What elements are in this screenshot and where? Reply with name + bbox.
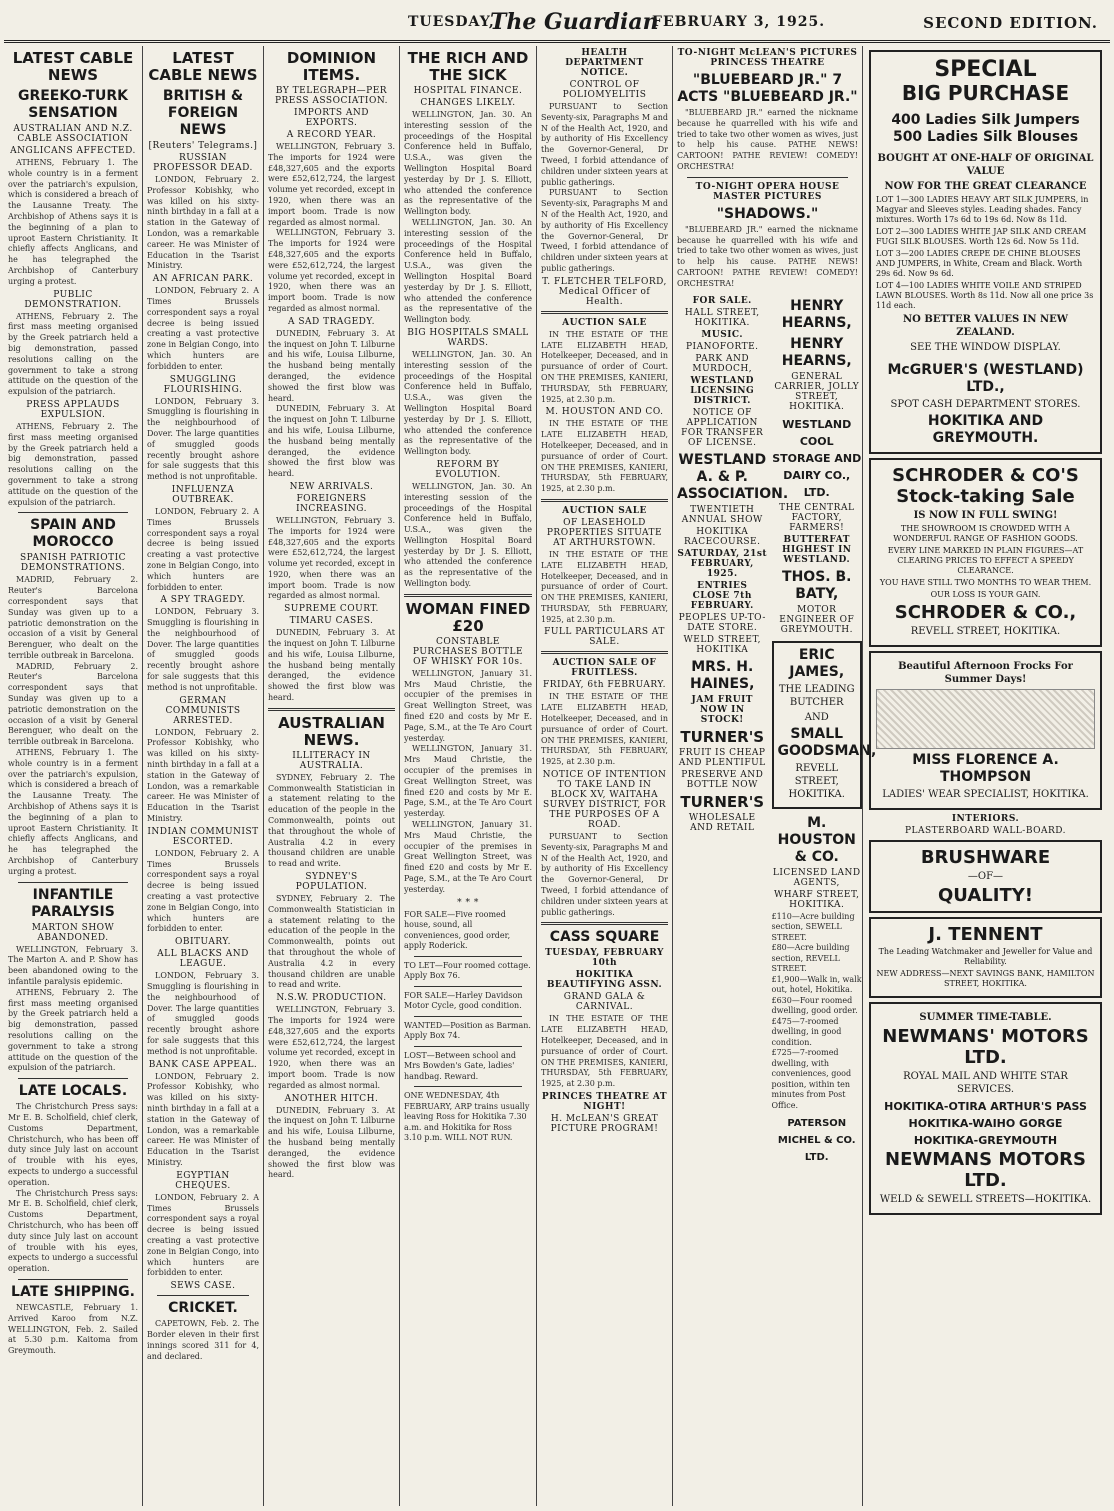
- subhead: BIG HOSPITALS SMALL WARDS.: [407, 327, 529, 348]
- article-text: SYDNEY, February 2. The Commonwealth Statistician in a statement relating to the education of the people in the Commonwealth, points out that throughout the whole of Australia 4.2 in every thousand children are unable to read and write.: [268, 772, 395, 869]
- subhead: PLASTERBOARD WALL-BOARD.: [904, 826, 1067, 836]
- property-listing: £475—7-roomed dwelling, in good condition.: [771, 1016, 842, 1047]
- headline: HENRY HEARNS,: [781, 335, 852, 369]
- notice-text: IN THE ESTATE OF THE LATE ELIZABETH HEAD, Hotelkeeper, Deceased, and in pursuance of order of Court. ON THE PREMISES, KANIERI, THURSDAY, 5th FEBRUARY, 1925, at 2.30 p.m.: [541, 329, 668, 404]
- subhead: INTERIORS.: [951, 814, 1020, 824]
- ad-line: REVELL STREET, HOKITIKA.: [910, 626, 1061, 637]
- classified-ad: FOR SALE—Harley Davidson Motor Cycle, good condition.: [404, 990, 523, 1011]
- article-text: ATHENS, February 1. The whole country is in a ferment over the patriarch's expulsion, which is considered a breach of the Lausanne Treaty. The Archbishop of Athens says it is the beginning of a plan to uproot Eastern Christianity. It chiefly affects Anglicans, and he has telegraphed the Archbishop of Canterbury urging a protest.: [8, 748, 138, 876]
- ad-headline: NEWMANS MOTORS LTD.: [885, 1149, 1086, 1191]
- subhead: H. McLEAN'S GREAT PICTURE PROGRAM!: [550, 1114, 659, 1135]
- notice-text: IN THE ESTATE OF THE LATE ELIZABETH HEAD, Hotelkeeper, Deceased, and in pursuance of order of Court. ON THE PREMISES, KANIERI, THURSDAY, 5th FEBRUARY, 1925, at 2.30 p.m.: [541, 692, 668, 767]
- newspaper-name: The Guardian: [490, 9, 659, 35]
- article-text: MADRID, February 2. Reuter's Barcelona correspondent says that Sunday was given up to a patriotic demonstration on the occasion of a visit by General Berenguer, who dealt on the terrible outbreak in Barcelona.: [8, 575, 138, 660]
- tennent-ad: [869, 917, 1102, 998]
- subhead: PRESERVE AND BOTTLE NOW: [681, 769, 764, 790]
- article-text: WELLINGTON, Jan. 30. An interesting session of the proceedings of the Hospital Conference held in Buffalo, U.S.A., was given the Wellington Hospital Board yesterday by Dr J. S. Elliott, who attended the conference as the representative of the Wellington body.: [404, 349, 532, 457]
- subhead: ANGLICANS AFFECTED.: [10, 146, 136, 156]
- ad-line: 500 Ladies Silk Blouses: [892, 129, 1079, 145]
- ad-line: YOU HAVE STILL TWO MONTHS TO WEAR THEM.: [879, 578, 1092, 587]
- ad-headline: BRUSHWARE: [920, 847, 1051, 868]
- ad-line: NO BETTER VALUES IN NEW ZEALAND.: [903, 314, 1068, 338]
- article-text: ATHENS, February 2. The first mass meeting organised by the Greek patriarch held a big demonstration, passed resolutions calling on the government to take a strong attitude on the question of the expulsion of the patriarch.: [8, 987, 138, 1073]
- theatre-header: TO-NIGHT OPERA HOUSE MASTER PICTURES: [695, 181, 840, 202]
- article-text: WELLINGTON, January 31. Mrs Maud Christie, the occupier of the premises in Great Wellington Street, was fined £20 and costs by Mr E. Page, S.M., at the Te Aro Court yesterday.: [404, 668, 532, 743]
- masthead: [0, 0, 1114, 40]
- subhead: SATURDAY, 21st FEBRUARY, 1925.: [677, 548, 768, 579]
- subhead: A SAD TRAGEDY.: [288, 316, 375, 327]
- property-listing: £110—Acre building section, SEWELL STREET.: [771, 911, 855, 942]
- ad-headline: MISS FLORENCE A. THOMPSON: [912, 752, 1059, 785]
- subhead: ANOTHER HITCH.: [284, 1093, 379, 1104]
- article-text: LONDON, February 3. Smuggling is flourishing in the neighbourhood of Dover. The large quantities of smuggled goods recently brought ashore for sale suggests that this method is not unprofitable.: [147, 607, 259, 692]
- headline: M. HOUSTON & CO.: [777, 814, 856, 865]
- ad-line: THE LEADING BUTCHER: [778, 683, 855, 708]
- schroder-ad: [869, 458, 1102, 647]
- property-listing: £725—7-roomed dwelling, with conveniences, good position, within ten minutes from Post Office.: [771, 1048, 852, 1110]
- subhead: OF LEASEHOLD PROPERTIES SITUATE AT ARTHURSTOWN.: [546, 517, 663, 548]
- article-text: LONDON, February 2. A Times Brussels correspondent says a royal decree is being issued creating a vast protective zone in Belgian Congo, into which hunters are forbidden to enter.: [147, 848, 259, 934]
- theatre-text: "BLUEBEARD JR." earned the nickname because he quarrelled with his wife and tried to take two other women as wives, just to help his cause. PATHE NEWS! CARTOON! PATHE REVIEW! COMEDY! ORCHESTRA!: [677, 224, 858, 288]
- article-text: CAPETOWN, Feb. 2. The Border eleven in their first innings scored 311 for 4, and declared.: [147, 1319, 259, 1361]
- subhead: SMUGGLING FLOURISHING.: [163, 374, 243, 395]
- subhead: AUSTRALIAN AND N.Z. CABLE ASSOCIATION: [13, 124, 133, 144]
- headline: HENRY HEARNS,: [781, 297, 852, 331]
- article-text: DUNEDIN, February 3. At the inquest on John T. Lilburne and his wife, Louisa Lilburne, the husband being mentally deranged, the evidence showed the first blow was heard.: [268, 628, 395, 703]
- subhead: FULL PARTICULARS AT SALE.: [544, 627, 665, 648]
- subhead: RUSSIAN PROFESSOR DEAD.: [153, 153, 253, 173]
- subhead: NEW ARRIVALS.: [289, 481, 374, 492]
- ad-line: The Leading Watchmaker and Jeweller for Value and Reliability.: [878, 947, 1093, 966]
- subhead: WESTLAND LICENSING DISTRICT.: [690, 375, 755, 406]
- butcher-ad: [772, 641, 877, 809]
- route-title: HOKITIKA-WAIHO GORGE: [908, 1117, 1063, 1130]
- headline: PATERSON MICHEL & CO. LTD.: [777, 1118, 856, 1164]
- article-text: ATHENS, February 2. The first mass meeting organised by the Greek patriarch held a big demonstration, passed resolutions calling on the government to take a strong attitude on the question of the expulsion of the patriarch.: [8, 421, 138, 507]
- article-text: WELLINGTON, February 3. The imports for 1924 were £48,327,605 and the exports were £52,612,724, the largest volume yet recorded, except in 1920, when there was an import boom. Trade is now regarded as almost normal.: [268, 1005, 395, 1090]
- ad-line: BOUGHT AT ONE-HALF OF ORIGINAL VALUE: [877, 153, 1094, 177]
- classified-ad: WANTED—Position as Barman. Apply Box 74.: [404, 1020, 531, 1041]
- headline: GREEKO-TURK SENSATION: [17, 88, 129, 121]
- theatre-text: "BLUEBEARD JR." earned the nickname because he quarrelled with his wife and tried to take two other women as wives, just to help his cause. PATHE NEWS! CARTOON! PATHE REVIEW! COMEDY! ORCHESTRA!: [677, 108, 858, 171]
- subhead: TIMARU CASES.: [289, 616, 374, 627]
- subhead: SYDNEY'S POPULATION.: [295, 872, 368, 893]
- column-2: [142, 46, 263, 1506]
- article-text: NEWCASTLE, February 1. Arrived Karoo from N.Z. WELLINGTON, Feb. 2. Sailed at 5.30 p.m. Kaitoma from Greymouth.: [8, 1302, 138, 1356]
- headline: DOMINION ITEMS.: [286, 49, 377, 84]
- thompson-ad: [869, 651, 1102, 810]
- subhead: PUBLIC DEMONSTRATION.: [24, 289, 122, 310]
- subhead: ILLITERACY IN AUSTRALIA.: [292, 750, 371, 771]
- subhead: SUPREME COURT.: [284, 604, 379, 615]
- column-4: [399, 46, 536, 1506]
- column-5: [536, 46, 672, 1506]
- ad-line: SEE THE WINDOW DISPLAY.: [910, 342, 1061, 353]
- subhead: INDIAN COMMUNIST ESCORTED.: [147, 826, 259, 847]
- ad-line: ROYAL MAIL AND WHITE STAR SERVICES.: [903, 1071, 1068, 1095]
- subhead: MOTOR ENGINEER OF GREYMOUTH.: [779, 604, 855, 635]
- subhead: GRAND GALA & CARNIVAL.: [563, 992, 646, 1013]
- ad-headline: Stock-taking Sale: [896, 486, 1075, 507]
- article-text: LONDON, February 2. A Times Brussels correspondent says a royal decree is being issued creating a vast protective zone in Belgian Congo, into which hunters are forbidden to enter.: [147, 1192, 259, 1278]
- subhead: FRUIT IS CHEAP AND PLENTIFUL: [678, 747, 766, 768]
- subhead: PARK AND MURDOCH,: [692, 353, 753, 374]
- headline: SPAIN AND MOROCCO: [30, 517, 116, 551]
- headline: TURNER'S: [680, 727, 765, 746]
- headline: CASS SQUARE: [549, 929, 660, 946]
- brushware-ad: [869, 840, 1102, 913]
- subhead: CHANGES LIKELY.: [420, 98, 516, 108]
- headline: LATE SHIPPING.: [11, 1283, 135, 1300]
- subhead: ENTRIES CLOSE 7th FEBRUARY.: [690, 580, 754, 611]
- headline: LATEST CABLE NEWS: [148, 49, 258, 84]
- newmans-ad: [869, 1002, 1102, 1215]
- ad-line: Beautiful Afternoon Frocks For Summer Days!: [898, 661, 1073, 685]
- subhead: A RECORD YEAR.: [286, 130, 377, 140]
- notice-text: IN THE ESTATE OF THE LATE ELIZABETH HEAD, Hotelkeeper, Deceased, and in pursuance of order of Court. ON THE PREMISES, KANIERI, THURSDAY, 5th FEBRUARY, 1925, at 2.30 p.m.: [541, 549, 668, 624]
- ad-line: SPOT CASH DEPARTMENT STORES.: [890, 399, 1081, 410]
- ad-headline: SCHRODER & CO.,: [894, 602, 1077, 623]
- article-text: LONDON, February 2. Professor Kobishky, who was killed on his sixty-ninth birthday in a fall at a station in the Gateway of London, was a remarkable career. He was Minister of Education in the Tsarist Ministry.: [147, 727, 259, 824]
- ad-headline: QUALITY!: [938, 885, 1033, 906]
- article-text: LONDON, February 2. A Times Brussels correspondent says a royal decree is being issued creating a vast protective zone in Belgian Congo, into which hunters are forbidden to enter.: [147, 286, 259, 371]
- ad-line: 400 Ladies Silk Jumpers: [891, 112, 1080, 128]
- notice-text: IN THE ESTATE OF THE LATE ELIZABETH HEAD, Hotelkeeper, Deceased, and in pursuance of order of Court. ON THE PREMISES, KANIERI, THURSDAY, 5th FEBRUARY, 1925, at 2.30 p.m.: [541, 1014, 668, 1089]
- subhead: [Reuters' Telegrams.]: [148, 141, 258, 151]
- article-text: DUNEDIN, February 3. At the inquest on John T. Lilburne and his wife, Louisa Lilburne, the husband being mentally deranged, the evidence showed the first blow was heard.: [268, 1105, 395, 1180]
- article-text: LONDON, February 2. Professor Kobishky, who was killed on his sixty-ninth birthday in a fall at a station in the Gateway of London, was a remarkable career. He was Minister of Education in the Tsarist Ministry.: [147, 1071, 259, 1167]
- subhead: THE CENTRAL FACTORY, FARMERS!: [779, 502, 855, 533]
- column-6: [672, 46, 877, 1506]
- subhead: A SPY TRAGEDY.: [160, 595, 246, 606]
- ad-line: —OF—: [967, 871, 1004, 882]
- notice-text: PURSUANT to Section Seventy-six, Paragraphs M and N of the Health Act, 1920, and by authority of His Excellency the Governor-General, Dr Tweed, I forbid attendance of children under sixteen years at public gatherings.: [541, 832, 668, 917]
- article-text: DUNEDIN, February 3. At the inquest on John T. Lilburne and his wife, Louisa Lilburne, the husband being mentally deranged, the evidence showed the first blow was heard.: [268, 404, 395, 479]
- ad-headline: SPECIAL: [934, 57, 1037, 82]
- ad-lot: LOT 2—300 LADIES WHITE JAP SILK AND CREAM FUGI SILK BLOUSES. Worth 12s 6d. Now 5s 11d.: [876, 227, 1087, 246]
- ad-headline: NEWMANS' MOTORS LTD.: [882, 1026, 1089, 1068]
- headline: THE RICH AND THE SICK: [407, 49, 529, 84]
- ad-lot: LOT 1—300 LADIES HEAVY ART SILK JUMPERS, in Magyar and Sleeves styles. Leading shades. Fancy mixtures. Worth 17s 6d to 19s 6d. Now 8s 11d.: [876, 195, 1089, 224]
- ad-headline: BIG PURCHASE: [901, 81, 1070, 105]
- headline: WESTLAND COOL STORAGE AND DAIRY CO., LTD.: [772, 417, 862, 499]
- ad-line: IS NOW IN FULL SWING!: [913, 510, 1058, 521]
- route-title: HOKITIKA-OTIRA ARTHUR'S PASS: [884, 1100, 1087, 1113]
- issue-date: FEBRUARY 3, 1925.: [652, 14, 826, 30]
- headline: MRS. H. HAINES,: [690, 658, 755, 692]
- column-7: [862, 46, 1108, 1506]
- ad-line: REVELL STREET, HOKITIKA.: [788, 762, 845, 800]
- headline: WOMAN FINED £20: [405, 599, 531, 635]
- headline: BRITISH & FOREIGN NEWS: [162, 88, 244, 138]
- subhead: HALL STREET, HOKITIKA.: [684, 307, 760, 328]
- subhead: INFLUENZA OUTBREAK.: [171, 484, 235, 505]
- subhead: CONSTABLE PURCHASES BOTTLE OF WHISKY FOR 10s.: [412, 636, 524, 667]
- notice-text: PURSUANT to Section Seventy-six, Paragraphs M and N of the Health Act, 1920, and by authority of His Excellency the Governor-General, Dr Tweed, I forbid attendance of children under sixteen years at public gatherings.: [541, 102, 668, 187]
- subhead: HOSPITAL FINANCE.: [413, 86, 523, 96]
- headline: WESTLAND A. & P. ASSOCIATION.: [677, 451, 789, 502]
- ad-headline: ERIC JAMES,: [789, 646, 845, 680]
- article-text: LONDON, February 2. Professor Kobishky, who was killed on his sixty-ninth birthday in a fall at a station in the Gateway of London, was a remarkable career. He was Minister of Education in the Tsarist Ministry.: [147, 175, 259, 271]
- classified-ad: FOR SALE—Five roomed house, sound, all conveniences, good order, apply Roderick.: [404, 909, 511, 951]
- subhead: PIANOFORTE.: [685, 341, 759, 352]
- classified-ad: ONE WEDNESDAY, 4th FEBRUARY, ARP trains usually leaving Ross for Hokitika 7.30 a.m. and Hokitika for Ross 3.10 p.m. WILL NOT RUN.: [404, 1091, 530, 1143]
- article-text: WELLINGTON, January 31. Mrs Maud Christie, the occupier of the premises in Great Wellington Street, was fined £20 and costs by Mr E. Page, S.M., at the Te Aro Court yesterday.: [404, 820, 532, 894]
- subhead: LICENSED LAND AGENTS,: [772, 867, 861, 888]
- property-listing: £80—Acre building section, REVELL STREET.: [771, 943, 850, 974]
- signature: T. FLETCHER TELFORD, Medical Officer of Health.: [542, 276, 667, 307]
- headline: LATE LOCALS.: [18, 1083, 128, 1100]
- ad-line: AND: [804, 711, 829, 723]
- ad-line: HOKITIKA AND GREYMOUTH.: [927, 413, 1044, 446]
- article-text: LONDON, February 2. A Times Brussels correspondent says a royal decree is being issued creating a vast protective zone in Belgian Congo, into which hunters are forbidden to enter.: [147, 506, 259, 592]
- ad-line: EVERY LINE MARKED IN PLAIN FIGURES—AT CLEARING PRICES TO EFFECT A SPEEDY CLEARANCE.: [887, 546, 1084, 575]
- ad-headline: SCHRODER & CO'S: [892, 465, 1079, 486]
- property-listing: £630—Four roomed dwelling, good order.: [771, 995, 858, 1016]
- subhead: MUSIC.: [701, 329, 744, 340]
- article-text: WELLINGTON, February 3. The imports for 1924 were £48,327,605 and the exports were £52,612,724, the largest volume yet recorded, except in 1920, when there was an import boom. Trade is now regarded as almost normal.: [268, 228, 395, 313]
- subhead: N.S.W. PRODUCTION.: [276, 993, 387, 1004]
- film-title: "SHADOWS.": [716, 205, 819, 222]
- subhead: HOKITIKA BEAUTIFYING ASSN.: [546, 970, 663, 991]
- subhead: PEOPLES UP-TO-DATE STORE.: [678, 612, 766, 633]
- article-text: WELLINGTON, Jan. 30. An interesting session of the proceedings of the Hospital Conference held in Buffalo, U.S.A., was given the Wellington Hospital Board yesterday by Dr J. S. Elliott, who attended the conference as the representative of the Wellington body.: [404, 110, 532, 217]
- subhead: ALL BLACKS AND LEAGUE.: [157, 949, 249, 970]
- article-text: ATHENS, February 1. The whole country is in a ferment over the patriarch's expulsion, which is considered a breach of the Lausanne Treaty. The Archbishop of Athens says it is the beginning of a plan to uproot Eastern Christianity. It chiefly affects Anglicans, and he has telegraphed the Archbishop of Canterbury urging a protest.: [8, 158, 138, 286]
- headline: AUSTRALIAN NEWS.: [278, 713, 385, 749]
- subhead: BY TELEGRAPH—PER PRESS ASSOCIATION.: [274, 86, 389, 106]
- article-text: The Christchurch Press says: Mr E. B. Scholfield, chief clerk, Customs Department, Christchurch, who has been off duty since July last on account of trouble with his eyes, expects to undergo a successful operation.: [8, 1102, 138, 1187]
- subhead: AUCTION SALE OF FRUITLESS.: [552, 658, 657, 679]
- subhead: CONTROL OF POLIOMYELITIS: [562, 80, 647, 100]
- subhead: SEWS CASE.: [170, 1281, 236, 1292]
- subhead: GENERAL CARRIER, JOLLY STREET, HOKITIKA.: [774, 371, 860, 412]
- subhead: PRINCES THEATRE AT NIGHT!: [541, 1092, 668, 1113]
- subhead: AUCTION SALE: [562, 505, 647, 516]
- masthead-rule: [4, 40, 1110, 43]
- subhead: FRIDAY, 6th FEBRUARY.: [542, 680, 667, 691]
- subhead: MARTON SHOW ABANDONED.: [31, 922, 115, 943]
- divider: * * *: [457, 897, 479, 908]
- headline: INFANTILE PARALYSIS: [31, 886, 115, 920]
- subhead: EGYPTIAN CHEQUES.: [175, 1170, 231, 1191]
- subhead: AN AFRICAN PARK.: [152, 274, 254, 285]
- article-text: ATHENS, February 2. The first mass meeting organised by the Greek patriarch held a big demonstration, passed resolutions calling on the government to take a strong attitude on the question of the expulsion of the patriarch.: [8, 311, 138, 397]
- subhead: NOTICE OF APPLICATION FOR TRANSFER OF LICENSE.: [681, 407, 764, 448]
- subhead: JAM FRUIT NOW IN STOCK!: [691, 694, 753, 725]
- article-text: LONDON, February 3. Smuggling is flourishing in the neighbourhood of Dover. The large quantities of smuggled goods recently brought ashore for sale suggests that this method is not unprofitable.: [147, 971, 259, 1056]
- ad-line: OUR LOSS IS YOUR GAIN.: [930, 590, 1041, 599]
- ad-line: NOW FOR THE GREAT CLEARANCE: [884, 181, 1087, 192]
- classified-ad: LOST—Between school and Mrs Bowden's Gate, ladies' handbag. Reward.: [404, 1050, 517, 1081]
- frocks-illustration: [876, 689, 1095, 749]
- article-text: WELLINGTON, February 3. The imports for 1924 were £48,327,605 and the exports were £52,612,724, the largest volume yet recorded, except in 1920, when there was an import boom. Trade is now regarded as almost normal.: [268, 515, 395, 601]
- article-text: WELLINGTON, Jan. 30. An interesting session of the proceedings of the Hospital Conference held in Buffalo, U.S.A., was given the Wellington Hospital Board yesterday by Dr J. S. Elliott, who attended the conference as the representative of the Wellington body.: [404, 481, 532, 589]
- notice-text: PURSUANT to Section Seventy-six, Paragraphs M and N of the Health Act, 1920, and by authority of His Excellency the Governor-General, Dr Tweed, I forbid attendance of children under sixteen years at public gatherings.: [541, 188, 668, 273]
- headline: THOS. B. BATY,: [782, 568, 852, 602]
- subhead: WHARF STREET, HOKITIKA.: [773, 889, 860, 910]
- subhead: HOKITIKA RACECOURSE.: [684, 526, 761, 547]
- article-text: WELLINGTON, January 31. Mrs Maud Christie, the occupier of the premises in Great Wellington Street, was fined £20 and costs by Mr E. Page, S.M., at the Te Aro Court yesterday.: [404, 744, 532, 819]
- headline: LATEST CABLE NEWS: [12, 49, 134, 84]
- article-text: SYDNEY, February 2. The Commonwealth Statistician in a statement relating to the education of the people in the Commonwealth, points out that throughout the whole of Australia 4.2 in every thousand children are unable to read and write.: [268, 894, 395, 990]
- subhead: TUESDAY, FEBRUARY 10th: [545, 948, 664, 969]
- ad-headline: J. TENNENT: [928, 924, 1043, 945]
- subhead: BANK CASE APPEAL.: [148, 1059, 258, 1070]
- article-text: MADRID, February 2. Reuter's Barcelona correspondent says that Sunday was given up to a patriotic demonstration on the occasion of a visit by General Berenguer, who dealt on the terrible outbreak in Barcelona.: [8, 661, 138, 747]
- subhead: FOR SALE.: [692, 295, 752, 306]
- ad-lot: LOT 3—200 LADIES CREPE DE CHINE BLOUSES AND JUMPERS, in White, Cream and Black. Worth 29s 6d. Now 9s 6d.: [876, 249, 1083, 278]
- subhead: NOTICE OF INTENTION TO TAKE LAND IN BLOCK XV, WAITAHA SURVEY DISTRICT, FOR THE PURPOSES OF A ROAD.: [542, 770, 667, 831]
- subhead: SPANISH PATRIOTIC DEMONSTRATIONS.: [19, 553, 127, 574]
- property-listing: £1,900—Walk in, walk out, hotel, Hokitika.: [771, 974, 862, 995]
- subhead: TWENTIETH ANNUAL SHOW: [681, 504, 763, 525]
- ad-line: THE SHOWROOM IS CROWDED WITH A WONDERFUL RANGE OF FASHION GOODS.: [893, 524, 1078, 543]
- article-text: WELLINGTON, Jan. 30. An interesting session of the proceedings of the Hospital Conference held in Buffalo, U.S.A., was given the Wellington Hospital Board yesterday by Dr J. S. Elliott, who attended the conference as the representative of the Wellington body.: [404, 217, 532, 325]
- issue-day: TUESDAY,: [408, 14, 495, 30]
- ad-headline: McGRUER'S (WESTLAND) LTD.,: [887, 362, 1084, 395]
- edition-label: SECOND EDITION.: [923, 14, 1098, 32]
- article-text: The Christchurch Press says: Mr E. B. Scholfield, chief clerk, Customs Department, Christchurch, who has been off duty since July last on account of trouble with his eyes, expects to undergo a successful operation.: [8, 1188, 138, 1274]
- subhead: PRESS APPLAUDS EXPULSION.: [26, 399, 120, 420]
- ad-line: LADIES' WEAR SPECIALIST, HOKITIKA.: [882, 789, 1089, 800]
- subhead: M. HOUSTON AND CO.: [545, 407, 664, 418]
- route-title: HOKITIKA-GREYMOUTH: [913, 1134, 1058, 1147]
- subhead: WELD STREET, HOKITIKA: [683, 634, 761, 655]
- subhead: FOREIGNERS INCREASING.: [296, 493, 367, 514]
- film-title: "BLUEBEARD JR." 7 ACTS "BLUEBEARD JR.": [677, 72, 858, 105]
- ad-lot: LOT 4—100 LADIES WHITE VOILE AND STRIPED LAWN BLOUSES. Worth 8s 11d. Now all one price 3s 11d each.: [876, 281, 1094, 310]
- notice-title: HEALTH DEPARTMENT NOTICE.: [565, 48, 644, 78]
- article-text: WELLINGTON, February 3. The imports for 1924 were £48,327,605 and the exports were £52,612,724, the largest volume yet recorded, except in 1920, when there was an import boom. Trade is now regarded as almost normal.: [268, 142, 395, 227]
- ad-line: WELD & SEWELL STREETS—HOKITIKA.: [879, 1194, 1092, 1205]
- article-text: WELLINGTON, February 3. The Marton A. and P. Show has been abandoned owing to the infantile paralysis epidemic.: [8, 944, 138, 987]
- subhead: REFORM BY EVOLUTION.: [435, 459, 501, 480]
- article-text: DUNEDIN, February 3. At the inquest on John T. Lilburne and his wife, Louisa Lilburne, the husband being mentally deranged, the evidence showed the first blow was heard.: [268, 328, 395, 403]
- ad-line: NEW ADDRESS—NEXT SAVINGS BANK, HAMILTON STREET, HOKITIKA.: [876, 969, 1095, 988]
- subhead: AUCTION SALE: [562, 317, 647, 328]
- subhead: BUTTERFAT HIGHEST IN WESTLAND.: [781, 534, 852, 565]
- mcgruers-ad: [869, 50, 1102, 454]
- headline: TURNER'S: [680, 792, 765, 811]
- ad-line: SUMMER TIME-TABLE.: [919, 1012, 1052, 1023]
- headline: CRICKET.: [168, 1300, 238, 1317]
- article-text: LONDON, February 3. Smuggling is flourishing in the neighbourhood of Dover. The large quantities of smuggled goods recently brought ashore for sale suggests that this method is not unprofitable.: [147, 396, 259, 482]
- theatre-header: TO-NIGHT McLEAN'S PICTURES PRINCESS THEATRE: [677, 48, 858, 68]
- column-3: [263, 46, 399, 1506]
- ad-headline: SMALL GOODSMAN,: [777, 725, 877, 759]
- subhead: OBITUARY.: [175, 937, 231, 948]
- subhead: WHOLESALE AND RETAIL: [688, 812, 756, 833]
- subhead: GERMAN COMMUNISTS ARRESTED.: [165, 695, 241, 726]
- notice-text: IN THE ESTATE OF THE LATE ELIZABETH HEAD, Hotelkeeper, Deceased, and in pursuance of order of Court. ON THE PREMISES, KANIERI, THURSDAY, 5th FEBRUARY, 1925, at 2.30 p.m.: [541, 419, 668, 494]
- subhead: IMPORTS AND EXPORTS.: [294, 108, 369, 128]
- classified-ad: TO LET—Four roomed cottage. Apply Box 76.: [404, 960, 531, 981]
- column-1: [4, 46, 142, 1506]
